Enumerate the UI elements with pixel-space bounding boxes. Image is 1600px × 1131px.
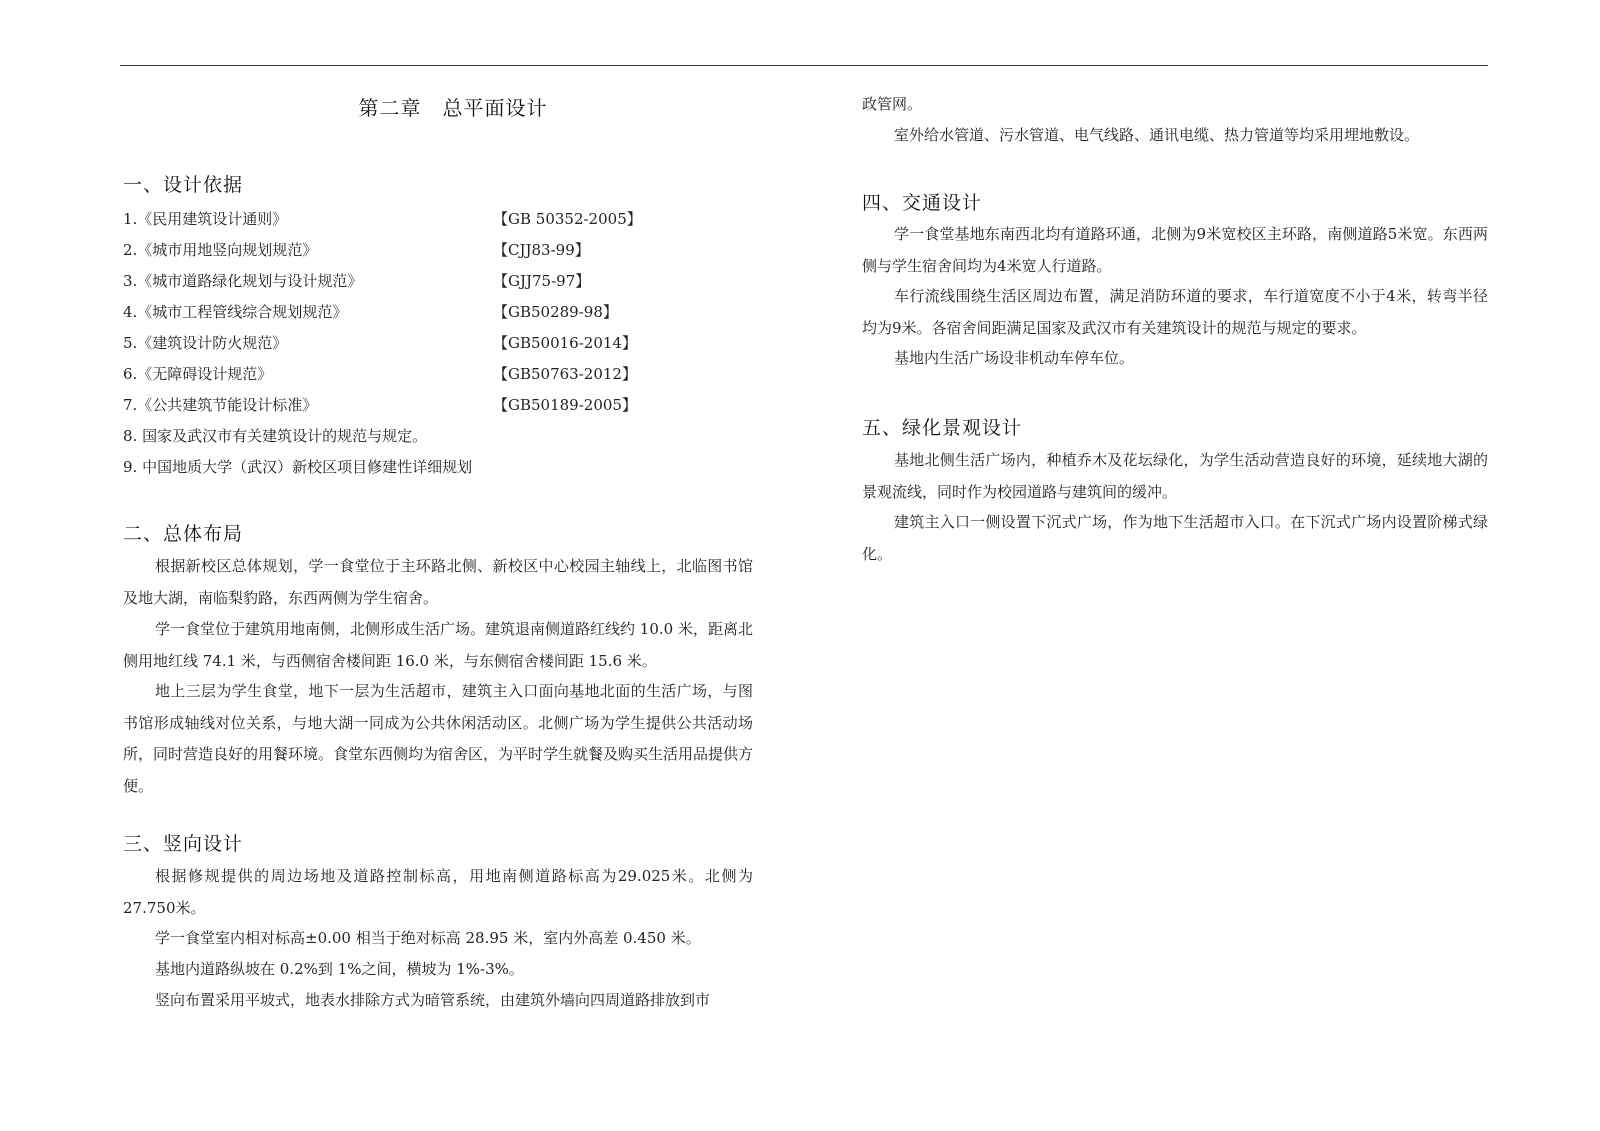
landscape-paragraph: 基地北侧生活广场内，种植乔木及花坛绿化，为学生活动营造良好的环境，延续地大湖的景观流线，同时作为校园道路与建筑间的缓冲。	[862, 451, 1488, 501]
section-heading-basis: 一、设计依据	[123, 174, 244, 196]
reference-name: 2.《城市用地竖向规划规范》	[123, 241, 318, 259]
reference-name: 3.《城市道路绿化规划与设计规范》	[123, 272, 363, 290]
vertical-paragraph: 学一食堂室内相对标高±0.00 相当于绝对标高 28.95 米，室内外高差 0.450 米。	[155, 929, 701, 947]
reference-code: 【CJJ83-99】	[493, 241, 590, 259]
layout-paragraph: 地上三层为学生食堂，地下一层为生活超市，建筑主入口面向基地北面的生活广场，与图书馆形成轴线对位关系，与地大湖一同成为公共休闲活动区。北侧广场为学生提供公共活动场所，同时营造良好的用餐环境。食堂东西侧均为宿舍区，为平时学生就餐及购买生活用品提供方便。	[123, 682, 754, 795]
section-heading-traffic: 四、交通设计	[862, 192, 983, 214]
basis-item-9: 9. 中国地质大学（武汉）新校区项目修建性详细规划	[123, 458, 473, 476]
reference-code: 【GB50016-2014】	[493, 334, 637, 352]
reference-name: 6.《无障碍设计规范》	[123, 365, 273, 383]
reference-item	[123, 270, 753, 292]
reference-item	[123, 208, 753, 230]
vertical-paragraph: 根据修规提供的周边场地及道路控制标高，用地南侧道路标高为29.025米。北侧为27.750米。	[123, 867, 753, 917]
traffic-paragraph: 基地内生活广场设非机动车停车位。	[894, 349, 1135, 367]
reference-name: 7.《公共建筑节能设计标准》	[123, 396, 318, 414]
reference-code: 【GB50289-98】	[493, 303, 618, 321]
section-heading-layout: 二、总体布局	[123, 523, 244, 545]
reference-code: 【GB50189-2005】	[493, 396, 637, 414]
layout-paragraph: 根据新校区总体规划，学一食堂位于主环路北侧、新校区中心校园主轴线上，北临图书馆及地大湖，南临梨豹路，东西两侧为学生宿舍。	[123, 557, 753, 607]
vertical-paragraph: 室外给水管道、污水管道、电气线路、通讯电缆、热力管道等均采用埋地敷设。	[894, 126, 1420, 144]
reference-name: 5.《建筑设计防火规范》	[123, 334, 288, 352]
section-heading-landscape: 五、绿化景观设计	[862, 417, 1023, 439]
vertical-continuation: 政管网。	[862, 95, 923, 113]
reference-name: 1.《民用建筑设计通则》	[123, 210, 288, 228]
reference-item	[123, 363, 753, 385]
vertical-paragraph: 竖向布置采用平坡式，地表水排除方式为暗管系统，由建筑外墙向四周道路排放到市	[155, 991, 711, 1009]
reference-code: 【GB50763-2012】	[493, 365, 637, 383]
reference-code: 【GB 50352-2005】	[493, 210, 642, 228]
layout-paragraph: 学一食堂位于建筑用地南侧，北侧形成生活广场。建筑退南侧道路红线约 10.0 米，距离北侧用地红线 74.1 米，与西侧宿舍楼间距 16.0 米，与东侧宿舍楼间距 15.6 米。	[123, 620, 753, 670]
traffic-paragraph: 车行流线围绕生活区周边布置，满足消防环道的要求，车行道宽度不小于4米，转弯半径均为9米。各宿舍间距满足国家及武汉市有关建筑设计的规范与规定的要求。	[862, 287, 1488, 337]
reference-item	[123, 394, 753, 416]
reference-name: 4.《城市工程管线综合规划规范》	[123, 303, 348, 321]
landscape-paragraph: 建筑主入口一侧设置下沉式广场，作为地下生活超市入口。在下沉式广场内设置阶梯式绿化。	[862, 513, 1488, 563]
section-heading-vertical: 三、竖向设计	[123, 833, 244, 855]
reference-code: 【GJJ75-97】	[493, 272, 591, 290]
traffic-paragraph: 学一食堂基地东南西北均有道路环通，北侧为9米宽校区主环路，南侧道路5米宽。东西两侧与学生宿舍间均为4米宽人行道路。	[862, 225, 1488, 275]
reference-item	[123, 332, 753, 354]
reference-item	[123, 301, 753, 323]
reference-item	[123, 239, 753, 261]
vertical-paragraph: 基地内道路纵坡在 0.2%到 1%之间，横坡为 1%-3%。	[155, 960, 524, 978]
chapter-title: 第二章 总平面设计	[358, 96, 548, 120]
basis-item-8: 8. 国家及武汉市有关建筑设计的规范与规定。	[123, 427, 428, 445]
header-rule	[120, 65, 1488, 66]
